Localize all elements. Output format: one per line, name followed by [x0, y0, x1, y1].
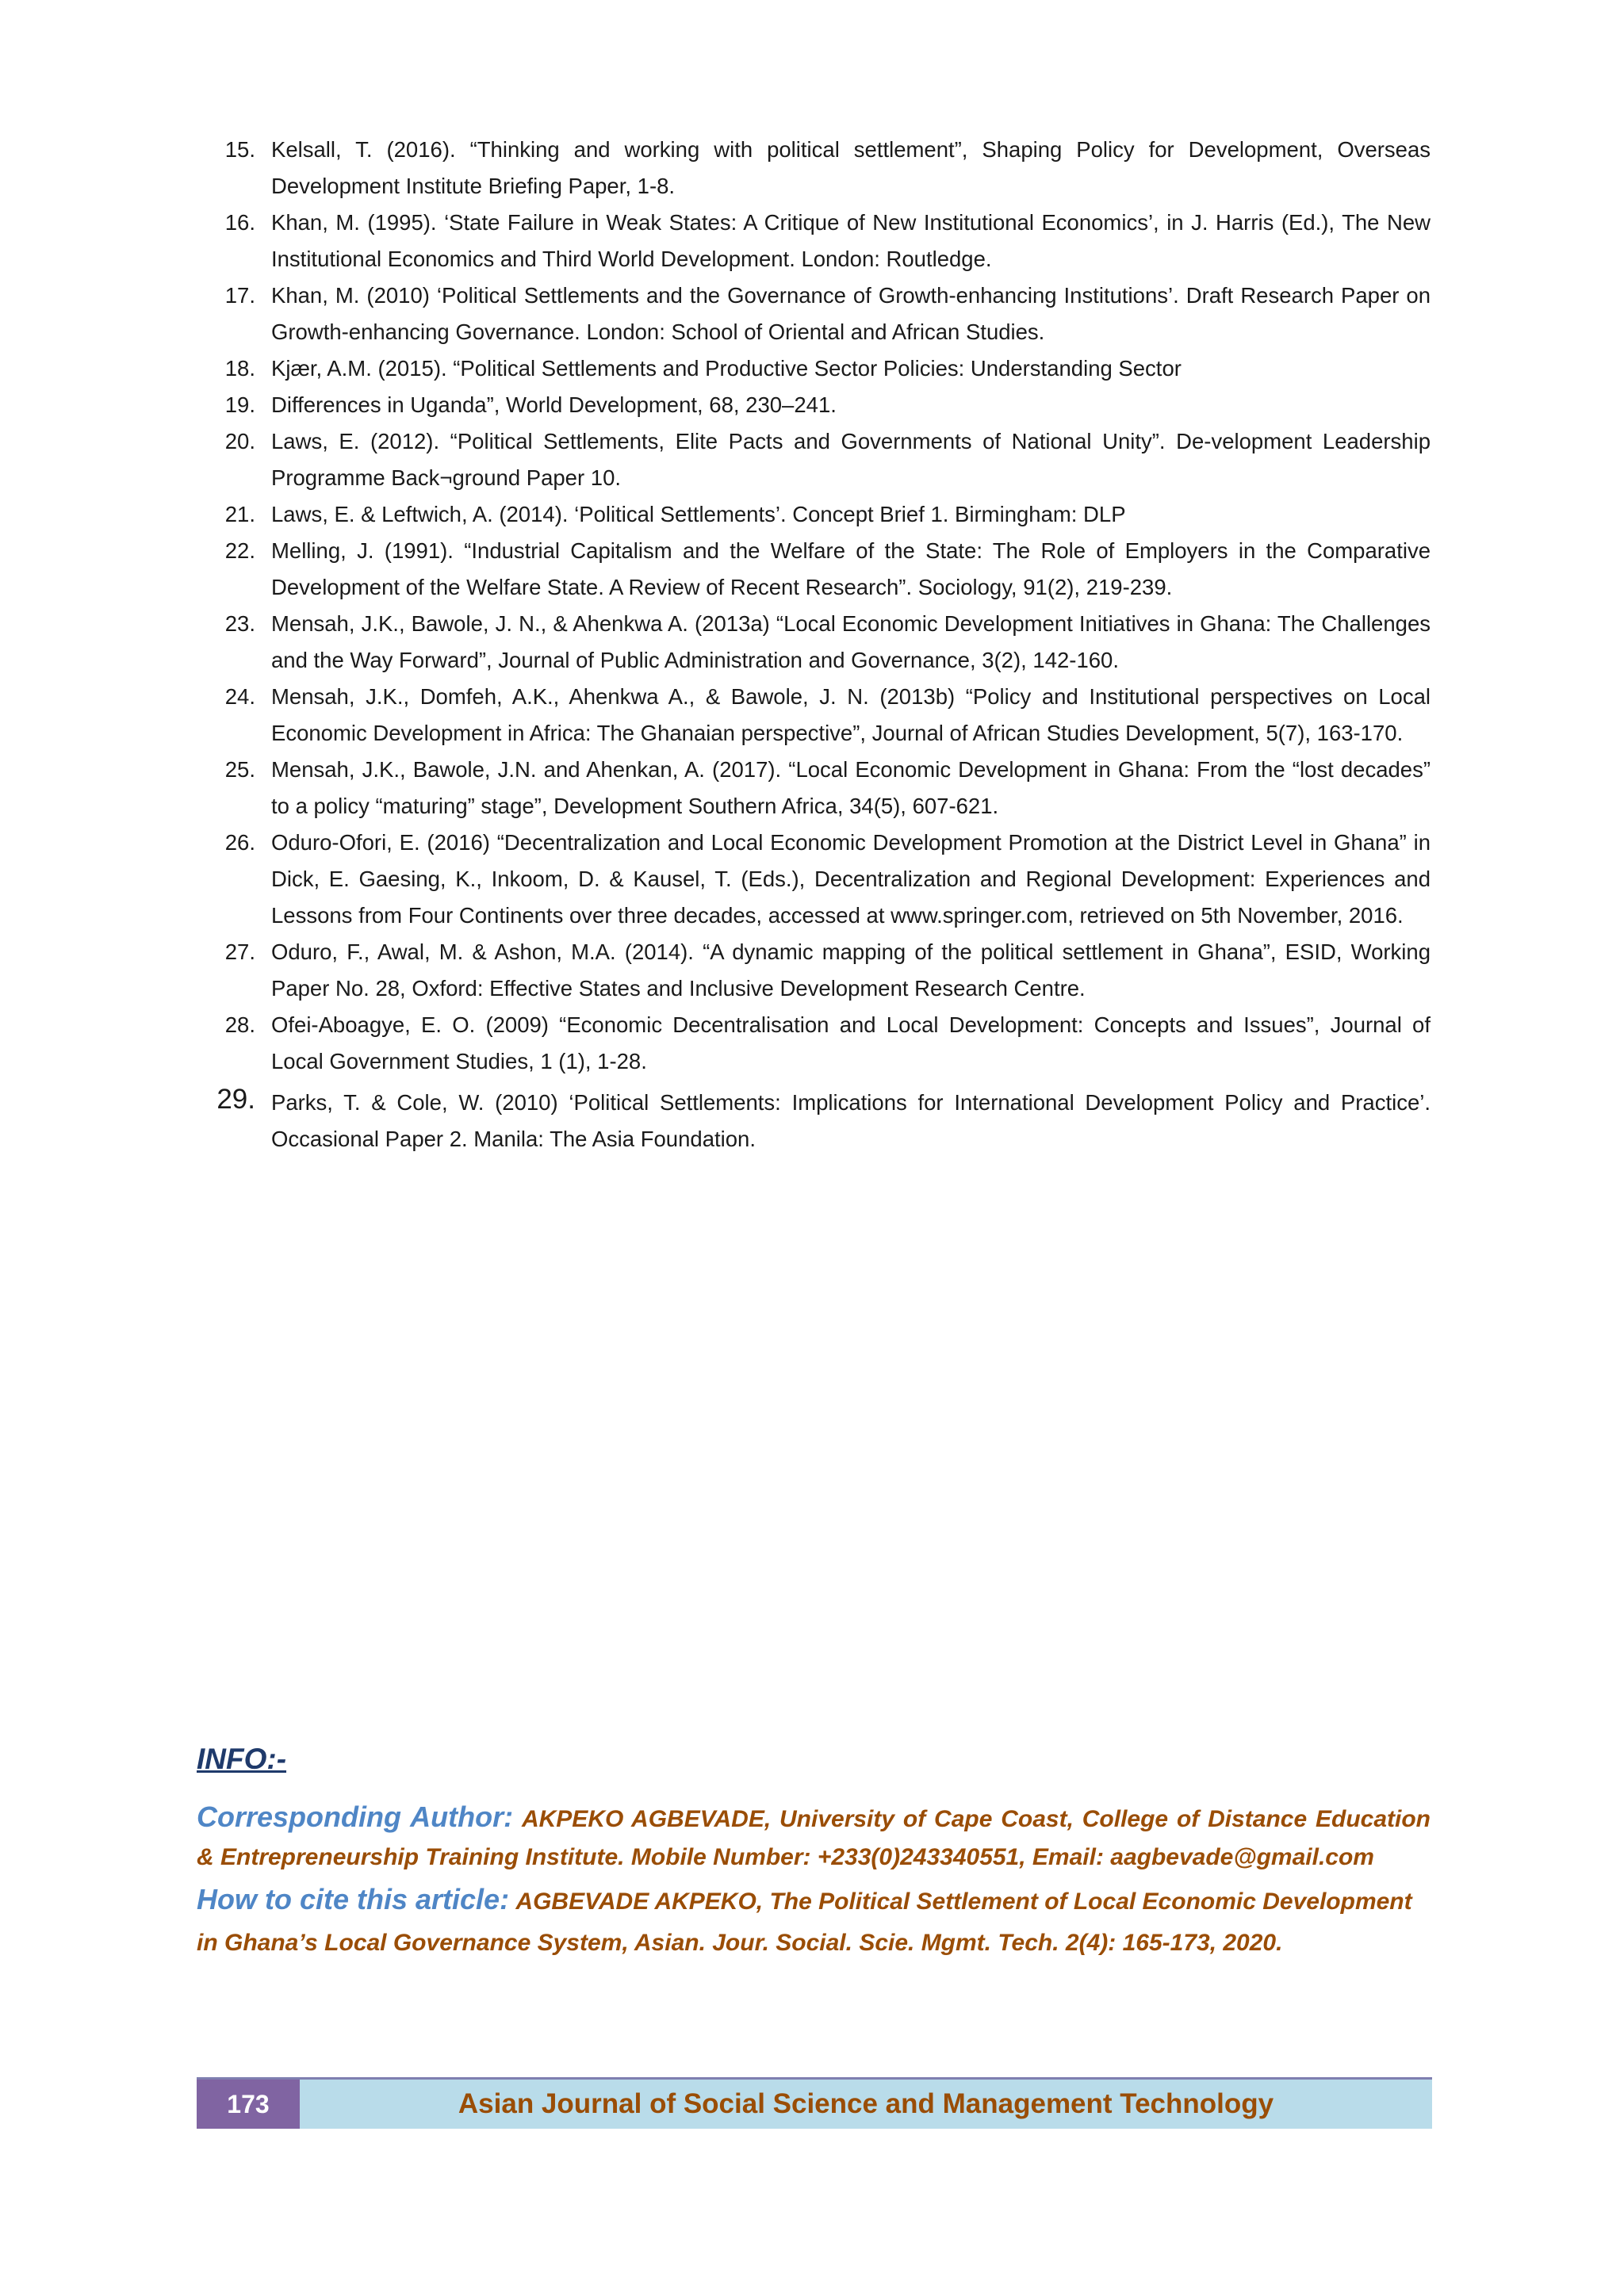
- reference-number: 15.: [224, 137, 255, 162]
- reference-text: Laws, E. (2012). “Political Settlements, Elite Pacts and Governments of National Unity”. De-velopment Leadership Programme Back¬ground Paper 10.: [271, 429, 1431, 490]
- reference-item: [198, 387, 1431, 423]
- reference-text: Kelsall, T. (2016). “Thinking and working with political settlement”, Shaping Policy for Development, Overseas Development Institute Briefing Paper, 1-8.: [271, 137, 1431, 198]
- reference-item: [198, 533, 1431, 606]
- reference-text: Laws, E. & Leftwich, A. (2014). ‘Political Settlements’. Concept Brief 1. Birmingham: DLP: [271, 502, 1126, 526]
- reference-item: [198, 606, 1431, 679]
- reference-item: [198, 423, 1431, 496]
- reference-item: [198, 277, 1431, 350]
- reference-text: Mensah, J.K., Domfeh, A.K., Ahenkwa A., & Bawole, J. N. (2013b) “Policy and Institutional perspectives on Local Economic Development in Africa: The Ghanaian perspective”, Journal of African Studies Development, 5(7), 163-170.: [271, 684, 1431, 745]
- reference-text: Melling, J. (1991). “Industrial Capitalism and the Welfare of the State: The Role of Employers in the Comparative Development of the Welfare State. A Review of Recent Research”. Sociology, 91(2), 219-239.: [271, 538, 1431, 599]
- reference-text: Mensah, J.K., Bawole, J. N., & Ahenkwa A. (2013a) “Local Economic Development Initiatives in Ghana: The Challenges and the Way Forward”, Journal of Public Administration and Governance, 3(2), 142-160.: [271, 611, 1431, 672]
- journal-name: Asian Journal of Social Science and Management Technology: [458, 2088, 1274, 2119]
- reference-text: Kjær, A.M. (2015). “Political Settlements and Productive Sector Policies: Understanding Sector: [271, 356, 1182, 381]
- reference-text: Ofei-Aboagye, E. O. (2009) “Economic Decentralisation and Local Development: Concepts and Issues”, Journal of Local Government Studies, 1 (1), 1-28.: [271, 1012, 1431, 1073]
- reference-item: [198, 496, 1431, 533]
- reference-text: Khan, M. (1995). ‘State Failure in Weak States: A Critique of New Institutional Economics’, in J. Harris (Ed.), The New Institutional Economics and Third World Development. London: Routledge.: [271, 210, 1431, 271]
- reference-number: 25.: [224, 757, 255, 782]
- citation-label: How to cite this article:: [197, 1883, 510, 1915]
- reference-text: Parks, T. & Cole, W. (2010) ‘Political Settlements: Implications for International Development Policy and Practice’. Occasional Paper 2. Manila: The Asia Foundation.: [271, 1090, 1431, 1151]
- corresponding-author: [197, 1798, 1431, 1877]
- reference-text: Oduro-Ofori, E. (2016) “Decentralization and Local Economic Development Promotion at the District Level in Ghana” in Dick, E. Gaesing, K., Inkoom, D. & Kausel, T. (Eds.), Decentralization and Regional Development: Experiences and Lessons from Four Continents over three decades, accessed at www.springer.com, retrieved on 5th November, 2016.: [271, 830, 1431, 928]
- reference-number: 19.: [224, 392, 255, 417]
- reference-item: [198, 350, 1431, 387]
- reference-list: [198, 132, 1431, 1158]
- corresponding-author-details: AKPEKO AGBEVADE, University of Cape Coast, College of Distance Education & Entrepreneurship Training Institute. Mobile Number: +233(0)243340551, Email: aagbevade@gmail.com: [197, 1806, 1431, 1870]
- reference-item: [198, 934, 1431, 1007]
- reference-number: 26.: [224, 830, 255, 855]
- reference-item: [198, 1007, 1431, 1080]
- corresponding-author-label: Corresponding Author:: [197, 1800, 514, 1833]
- reference-number: 22.: [224, 538, 255, 563]
- reference-number: 28.: [224, 1012, 255, 1037]
- reference-item: [198, 1085, 1431, 1158]
- reference-number: 21.: [224, 502, 255, 526]
- reference-item: [198, 825, 1431, 934]
- info-heading: INFO:-: [197, 1743, 287, 1775]
- reference-number: 27.: [224, 939, 255, 964]
- reference-number: 16.: [224, 210, 255, 235]
- reference-number: 24.: [224, 684, 255, 709]
- reference-text: Differences in Uganda”, World Development, 68, 230–241.: [271, 392, 837, 417]
- reference-item: [198, 205, 1431, 277]
- reference-number: 17.: [224, 283, 255, 308]
- reference-text: Oduro, F., Awal, M. & Ashon, M.A. (2014). “A dynamic mapping of the political settlement in Ghana”, ESID, Working Paper No. 28, Oxford: Effective States and Inclusive Development Research Centre.: [271, 939, 1431, 1001]
- citation: [197, 1879, 1431, 1964]
- reference-item: [198, 679, 1431, 752]
- reference-number: 18.: [224, 356, 255, 381]
- reference-number: 20.: [224, 429, 255, 453]
- reference-number: 29.: [216, 1084, 255, 1115]
- reference-text: Khan, M. (2010) ‘Political Settlements and the Governance of Growth-enhancing Institutions’. Draft Research Paper on Growth-enhancing Governance. London: School of Oriental and African Studies.: [271, 283, 1431, 344]
- reference-item: [198, 752, 1431, 825]
- reference-text: Mensah, J.K., Bawole, J.N. and Ahenkan, A. (2017). “Local Economic Development in Ghana: From the “lost decades” to a policy “maturing” stage”, Development Southern Africa, 34(5), 607-621.: [271, 757, 1431, 818]
- reference-item: [198, 132, 1431, 205]
- citation-text: AGBEVADE AKPEKO, The Political Settlement of Local Economic Development in Ghana’s Local Governance System, Asian. Jour. Social. Scie. Mgmt. Tech. 2(4): 165-173, 2020.: [197, 1888, 1412, 1956]
- reference-number: 23.: [224, 611, 255, 636]
- page-number: 173: [197, 2080, 300, 2129]
